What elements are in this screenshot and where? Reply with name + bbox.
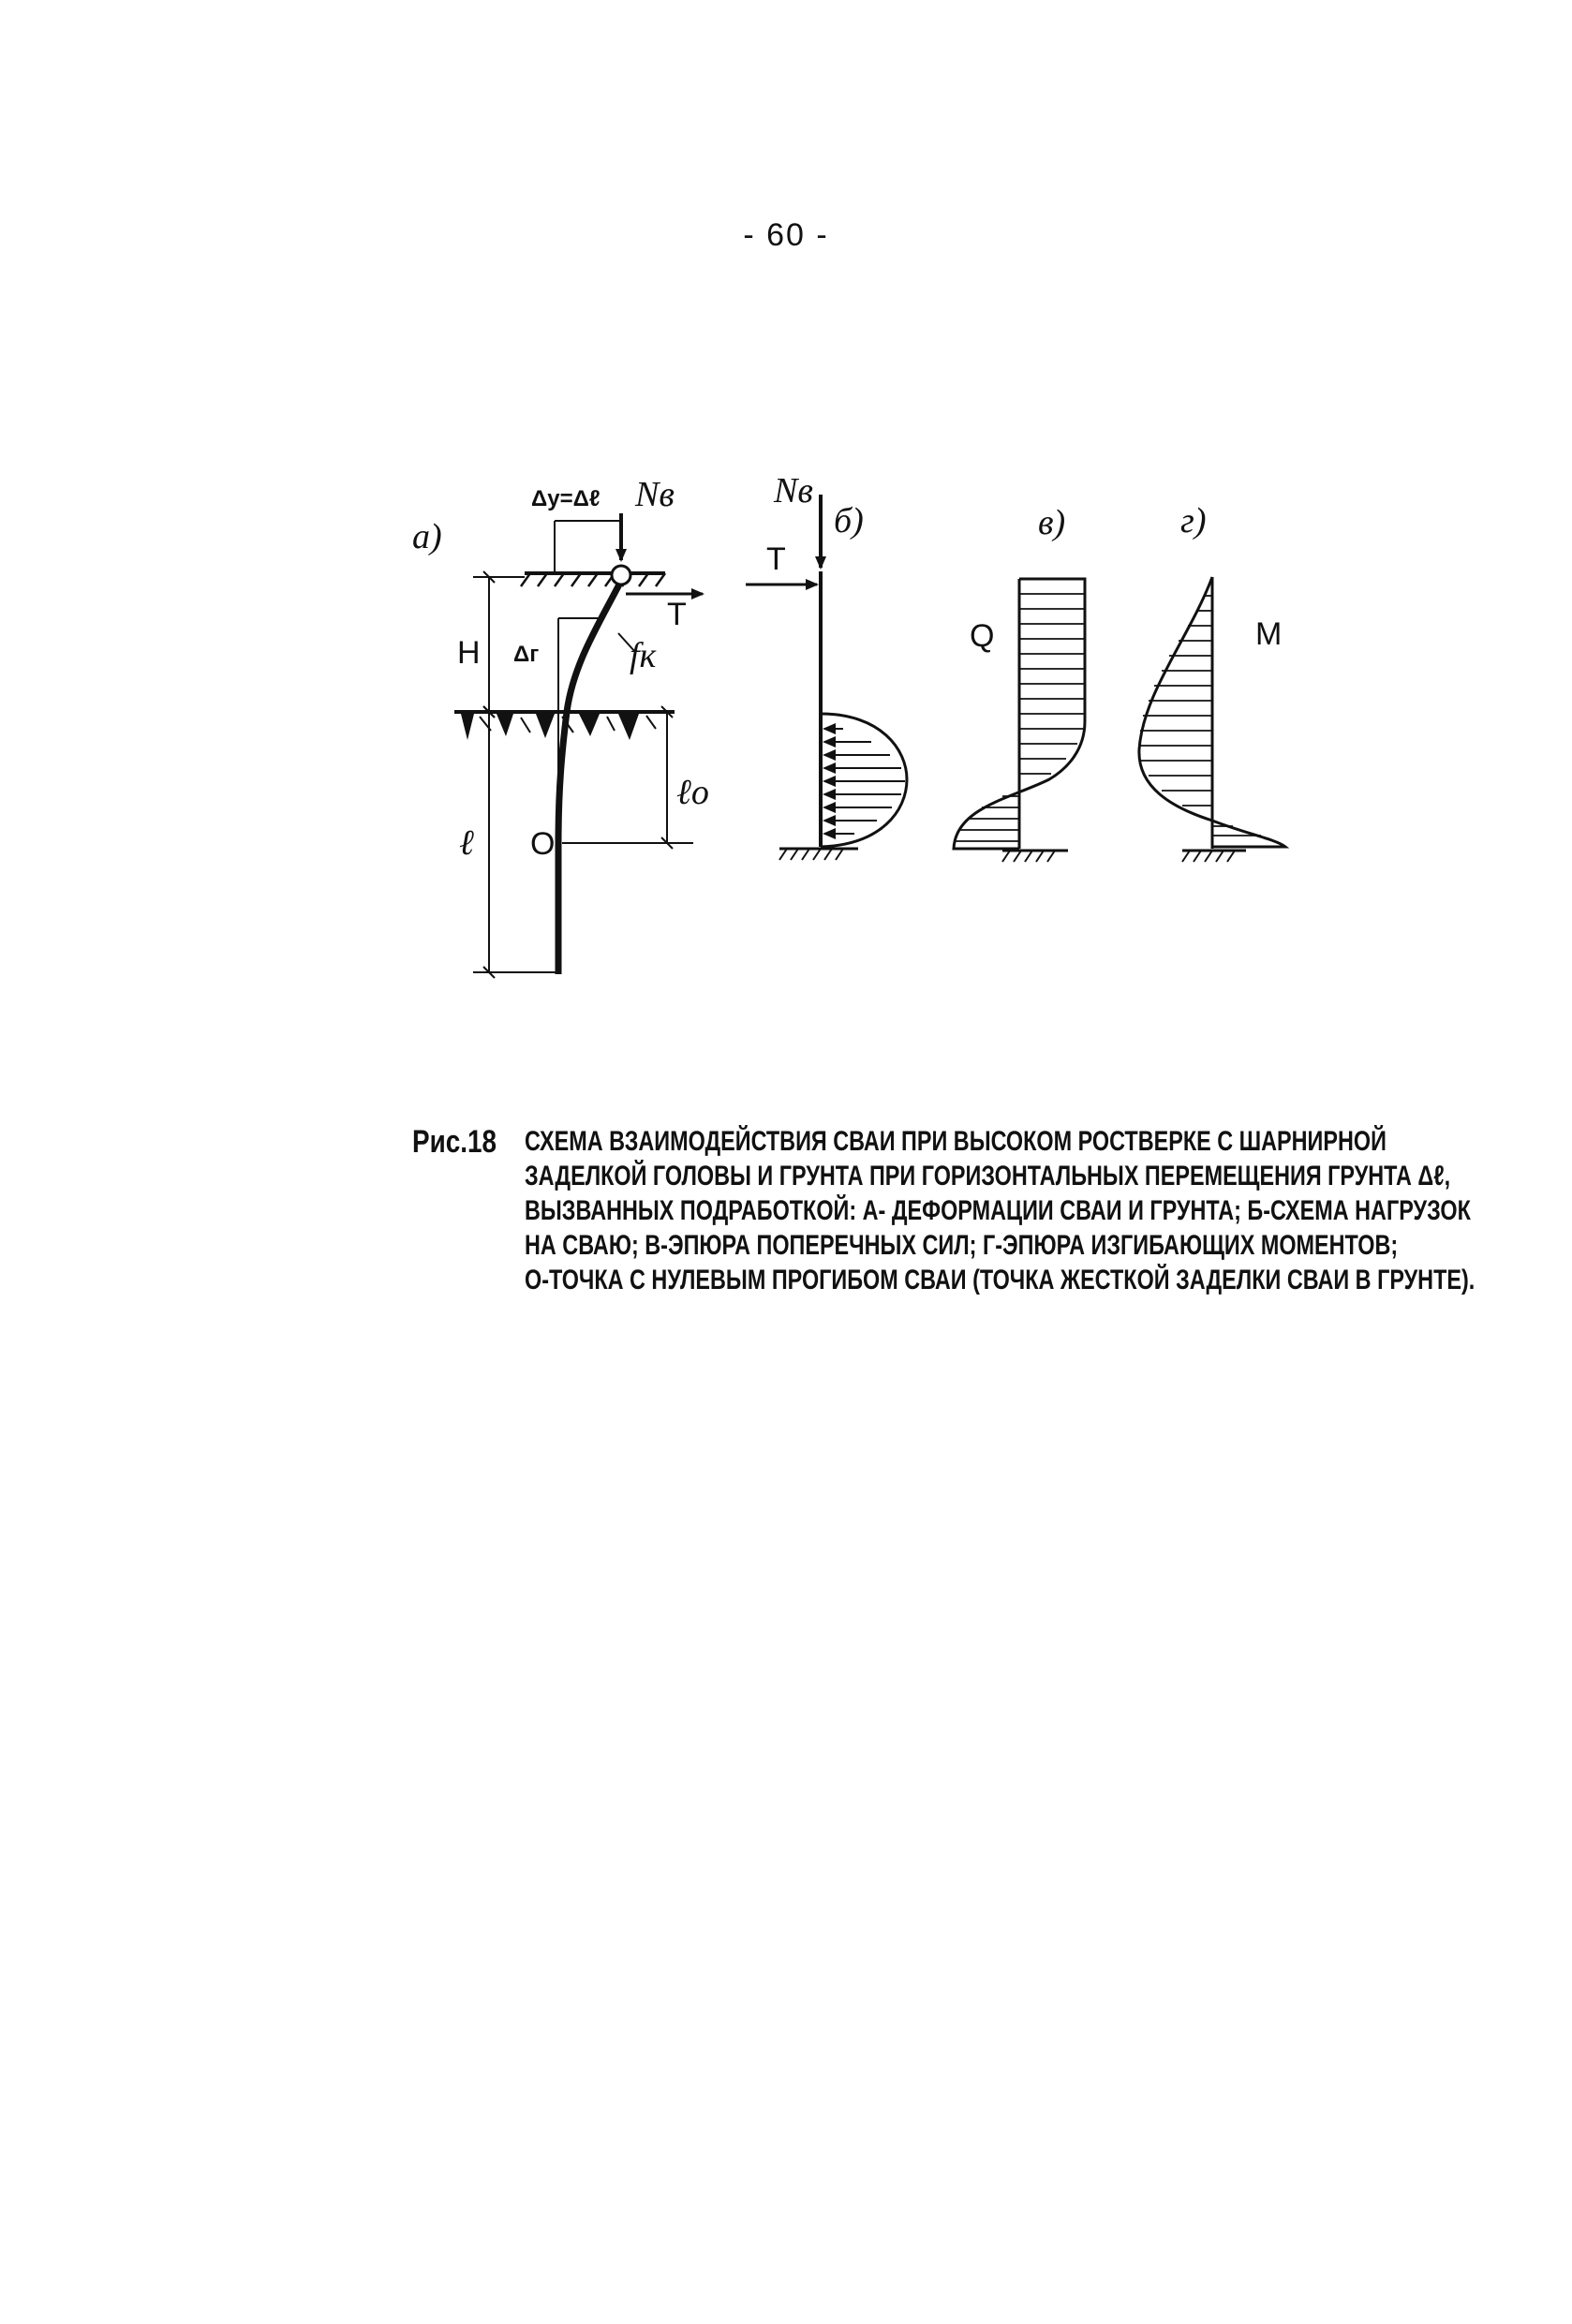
- fixed-support-g: [1182, 851, 1246, 862]
- delta-g-label: Δг: [513, 642, 540, 667]
- panel-b: [746, 471, 907, 860]
- point-o-label: О: [530, 826, 556, 862]
- force-t-b-label: Т: [766, 541, 786, 577]
- force-n-label: Nв: [635, 475, 675, 514]
- bending-moment-hatch: [1139, 596, 1261, 836]
- panel-g: [1139, 501, 1285, 862]
- panel-v: [954, 503, 1085, 862]
- panel-a-label: а): [412, 517, 442, 556]
- force-n-b-label: Nв: [774, 471, 813, 511]
- fixed-support-v: [1002, 851, 1068, 862]
- pile-deformed-axis: [558, 581, 621, 974]
- force-t-label: Т: [667, 597, 687, 632]
- panel-v-label: в): [1038, 503, 1066, 542]
- caption-line: ВЫЗВАННЫХ ПОДРАБОТКОЙ: А- ДЕФОРМАЦИИ СВАИ И ГРУНТА; Б-СХЕМА НАГРУЗОК: [525, 1195, 1471, 1226]
- delta-top-label: Δу=Δℓ: [531, 486, 601, 511]
- hinge-circle: [612, 566, 630, 585]
- epure-q-label: Q: [970, 618, 995, 654]
- panel-b-label: б): [834, 501, 864, 540]
- caption-line: О-ТОЧКА С НУЛЕВЫМ ПРОГИБОМ СВАИ (ТОЧКА ЖЕСТКОЙ ЗАДЕЛКИ СВАИ В ГРУНТЕ).: [525, 1265, 1476, 1295]
- fixed-support-b: [779, 849, 858, 860]
- panel-g-label: г): [1180, 501, 1207, 540]
- dim-h-label: Н: [457, 635, 481, 671]
- page-number: - 60 -: [743, 217, 829, 253]
- dim-l-label: ℓ: [459, 823, 474, 863]
- epure-m-label: М: [1255, 616, 1283, 652]
- top-support-hatch: [521, 573, 665, 586]
- f-k-label: fк: [630, 636, 657, 675]
- dim-l0-label: ℓо: [676, 773, 709, 812]
- caption-line: СХЕМА ВЗАИМОДЕЙСТВИЯ СВАИ ПРИ ВЫСОКОМ РОСТВЕРКЕ С ШАРНИРНОЙ: [525, 1126, 1387, 1157]
- caption-line: НА СВАЮ; В-ЭПЮРА ПОПЕРЕЧНЫХ СИЛ; Г-ЭПЮРА ИЗГИБАЮЩИХ МОМЕНТОВ;: [525, 1230, 1399, 1261]
- panel-a: [412, 475, 709, 974]
- caption-label: Рис.18: [412, 1124, 497, 1160]
- caption-line: ЗАДЕЛКОЙ ГОЛОВЫ И ГРУНТА ПРИ ГОРИЗОНТАЛЬНЫХ ПЕРЕМЕЩЕНИЯ ГРУНТА Δℓ,: [525, 1161, 1451, 1192]
- caption-body: [525, 1124, 1476, 1297]
